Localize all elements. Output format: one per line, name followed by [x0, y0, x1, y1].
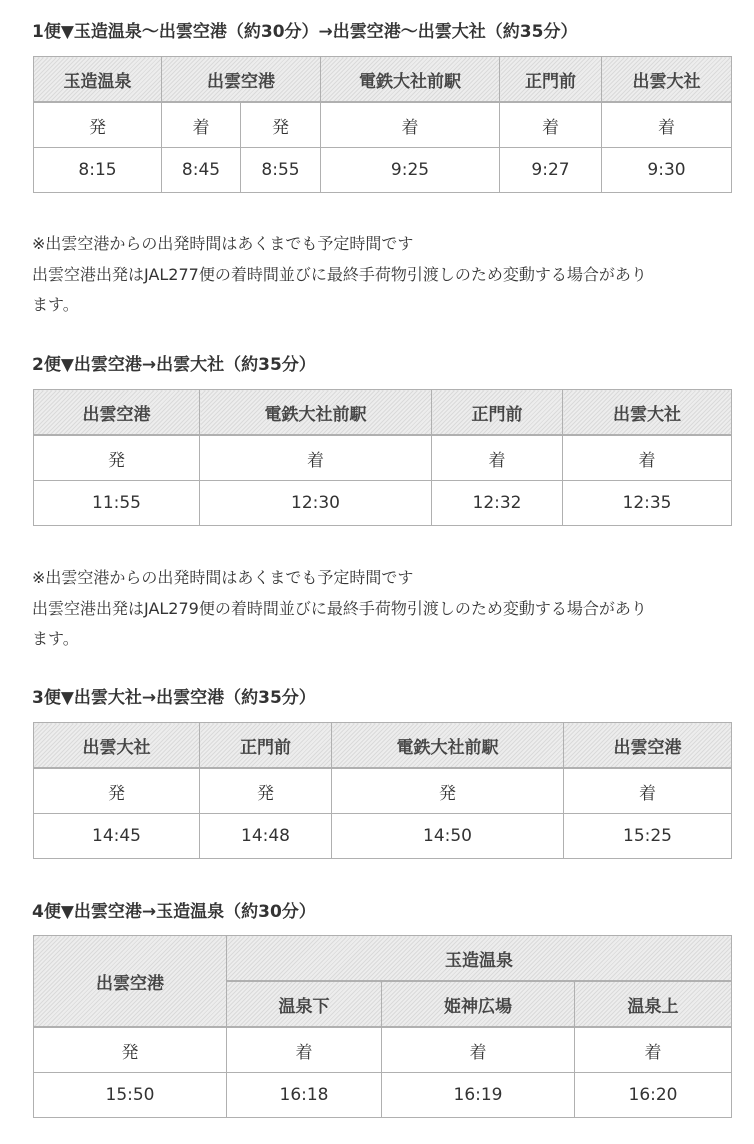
time-cell: 14:48: [200, 814, 332, 859]
header-cell: 電鉄大社前駅: [321, 57, 500, 103]
table-header-row: [34, 390, 732, 436]
table-row: [34, 814, 732, 859]
section-2-heading: 2便▼出雲空港→出雲大社（約35分）: [32, 355, 316, 375]
type-cell: 発: [200, 768, 332, 814]
note-line: ます。: [32, 629, 79, 648]
section-2-table: [33, 389, 732, 526]
table-row: [34, 148, 732, 193]
time-cell: 14:50: [332, 814, 564, 859]
type-cell: 着: [432, 435, 563, 481]
header-cell: 出雲空港: [162, 57, 321, 103]
header-cell: 電鉄大社前駅: [200, 390, 432, 436]
table-row: [34, 481, 732, 526]
header-cell: 玉造温泉: [34, 57, 162, 103]
header-cell: 出雲大社: [563, 390, 732, 436]
section-3-heading: 3便▼出雲大社→出雲空港（約35分）: [32, 688, 316, 708]
time-cell: 12:30: [200, 481, 432, 526]
time-cell: 8:15: [34, 148, 162, 193]
header-cell: 電鉄大社前駅: [332, 723, 564, 769]
subheader-cell: 姫神広場: [382, 981, 575, 1027]
time-cell: 16:20: [575, 1073, 732, 1118]
time-cell: 14:45: [34, 814, 200, 859]
header-cell: 正門前: [432, 390, 563, 436]
header-cell: 出雲空港: [564, 723, 732, 769]
time-cell: 11:55: [34, 481, 200, 526]
subheader-cell: 温泉下: [227, 981, 382, 1027]
time-cell: 9:25: [321, 148, 500, 193]
type-cell: 発: [34, 1027, 227, 1073]
type-cell: 着: [564, 768, 732, 814]
type-cell: 発: [332, 768, 564, 814]
type-cell: 着: [602, 102, 732, 148]
time-cell: 16:18: [227, 1073, 382, 1118]
header-cell: 出雲空港: [34, 390, 200, 436]
table-row: [34, 102, 732, 148]
type-cell: 着: [227, 1027, 382, 1073]
header-cell: 正門前: [200, 723, 332, 769]
time-cell: 8:55: [241, 148, 321, 193]
header-cell: 玉造温泉: [227, 936, 732, 982]
table-row: [34, 435, 732, 481]
section-2-note: [32, 563, 732, 655]
section-1-heading: 1便▼玉造温泉〜出雲空港（約30分）→出雲空港〜出雲大社（約35分）: [32, 22, 578, 42]
note-line: ます。: [32, 295, 79, 314]
time-cell: 8:45: [162, 148, 241, 193]
section-4-table: [33, 935, 732, 1118]
header-cell: 出雲大社: [602, 57, 732, 103]
time-cell: 16:19: [382, 1073, 575, 1118]
note-line: ※出雲空港からの出発時間はあくまでも予定時間です: [32, 568, 414, 587]
note-line: 出雲空港出発はJAL279便の着時間並びに最終手荷物引渡しのため変動する場合があり: [32, 598, 647, 618]
time-cell: 12:32: [432, 481, 563, 526]
type-cell: 発: [34, 102, 162, 148]
time-cell: 15:50: [34, 1073, 227, 1118]
time-cell: 15:25: [564, 814, 732, 859]
type-cell: 発: [34, 768, 200, 814]
table-header-row: [34, 723, 732, 769]
header-cell: 出雲空港: [34, 936, 227, 1028]
table-row: [34, 1073, 732, 1118]
table-row: [34, 768, 732, 814]
section-1-table: [33, 56, 732, 193]
section-1-note: [32, 229, 732, 321]
type-cell: 着: [575, 1027, 732, 1073]
type-cell: 着: [563, 435, 732, 481]
time-cell: 12:35: [563, 481, 732, 526]
type-cell: 発: [241, 102, 321, 148]
type-cell: 着: [500, 102, 602, 148]
table-row: [34, 1027, 732, 1073]
note-line: ※出雲空港からの出発時間はあくまでも予定時間です: [32, 234, 414, 253]
type-cell: 着: [382, 1027, 575, 1073]
note-line: 出雲空港出発はJAL277便の着時間並びに最終手荷物引渡しのため変動する場合があり: [32, 264, 647, 284]
header-cell: 正門前: [500, 57, 602, 103]
type-cell: 着: [321, 102, 500, 148]
table-header-row: [34, 936, 732, 982]
header-cell: 出雲大社: [34, 723, 200, 769]
time-cell: 9:30: [602, 148, 732, 193]
type-cell: 発: [34, 435, 200, 481]
type-cell: 着: [200, 435, 432, 481]
subheader-cell: 温泉上: [575, 981, 732, 1027]
section-3-table: [33, 722, 732, 859]
table-header-row: [34, 57, 732, 103]
type-cell: 着: [162, 102, 241, 148]
section-4-heading: 4便▼出雲空港→玉造温泉（約30分）: [32, 902, 316, 922]
time-cell: 9:27: [500, 148, 602, 193]
